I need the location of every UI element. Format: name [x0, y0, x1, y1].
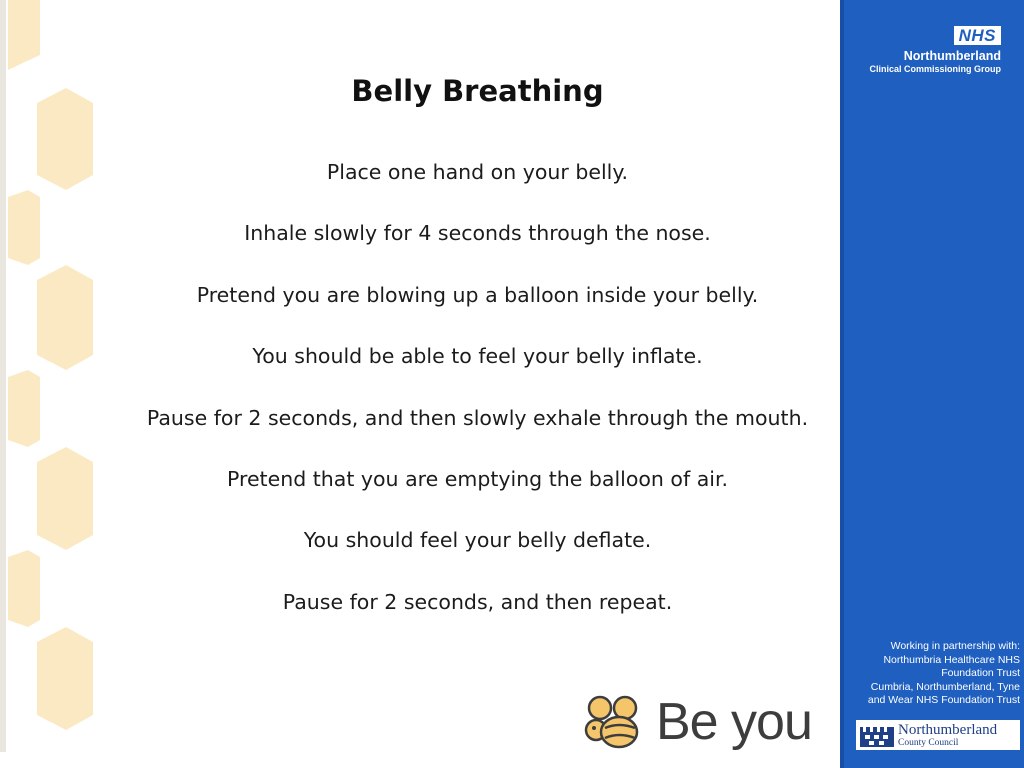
- instruction-line: Pause for 2 seconds, and then repeat.: [282, 589, 673, 614]
- partnership-line: and Wear NHS Foundation Trust: [867, 694, 1020, 706]
- county-council-logo: [856, 720, 1020, 750]
- castle-icon: [860, 723, 894, 747]
- instruction-line: You should feel your belly deflate.: [303, 528, 652, 553]
- bee-icon: [583, 694, 645, 752]
- instruction-line: Pretend you are blowing up a balloon inside your belly.: [196, 282, 759, 307]
- partnership-line: Foundation Trust: [941, 667, 1020, 679]
- instruction-list: [0, 154, 955, 645]
- instruction-line: Pause for 2 seconds, and then slowly exhale through the mouth.: [146, 405, 809, 430]
- council-subtitle: County Council: [898, 737, 959, 748]
- instruction-line: Place one hand on your belly.: [326, 160, 629, 184]
- instruction-line: Inhale slowly for 4 seconds through the nose.: [244, 221, 711, 246]
- be-you-logo-text: Be you: [656, 693, 812, 751]
- council-name: Northumberland: [898, 721, 998, 738]
- instruction-line: You should be able to feel your belly inflate.: [252, 344, 703, 369]
- bottom-strip: [0, 752, 840, 768]
- partnership-text: [840, 640, 1020, 708]
- partnership-line: Northumbria Healthcare NHS: [883, 653, 1020, 666]
- partnership-line: Working in partnership with:: [890, 640, 1020, 652]
- partnership-line: Cumbria, Northumberland, Tyne: [870, 680, 1020, 693]
- ccg-name: Northumberland: [903, 49, 1001, 63]
- nhs-logo: NHS: [954, 26, 1001, 45]
- instruction-line: Pretend that you are emptying the balloon of air.: [226, 466, 729, 491]
- slide-title: Belly Breathing: [351, 74, 604, 108]
- ccg-subtitle: Clinical Commissioning Group: [869, 64, 1001, 74]
